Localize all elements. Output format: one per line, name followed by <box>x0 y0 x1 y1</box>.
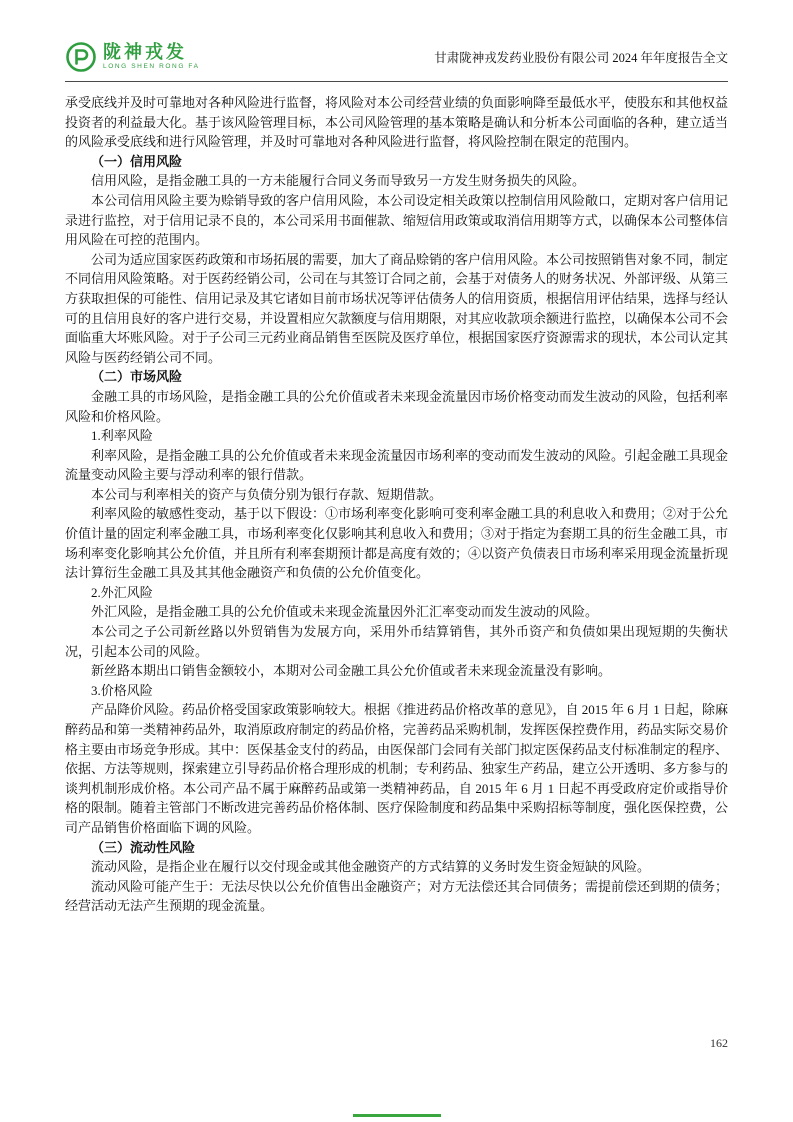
footer-accent-line <box>353 1114 441 1117</box>
paragraph: 金融工具的市场风险，是指金融工具的公允价值或者未来现金流量因市场价格变动而发生波动的风险，包括利率风险和价格风险。 <box>65 388 729 424</box>
section-heading: （三）流动性风险 <box>91 839 196 855</box>
paragraph: 流动风险，是指企业在履行以交付现金或其他金融资产的方式结算的义务时发生资金短缺的风险。 <box>91 859 651 875</box>
section-heading: （一）信用风险 <box>91 153 183 169</box>
sub-heading: 1.利率风险 <box>91 428 153 444</box>
company-logo <box>65 41 200 73</box>
company-brand-name: 陇神戎发 <box>103 41 187 62</box>
page-number: 162 <box>710 1036 728 1050</box>
paragraph: 承受底线并及时可靠地对各种风险进行监督，将风险对本公司经营业绩的负面影响降至最低水平，使股东和其他权益投资者的利益最大化。基于该风险管理目标，本公司风险管理的基本策略是确认和分析本公司面临的各种，建立适当的风险承受底线和进行风险管理，并及时可靠地对各种风险进行监督，将风险控制在限定的范围内。 <box>65 95 729 150</box>
paragraph: 信用风险，是指金融工具的一方未能履行合同义务而导致另一方发生财务损失的风险。 <box>91 173 586 189</box>
paragraph: 本公司与利率相关的资产与负债分别为银行存款、短期借款。 <box>91 486 443 502</box>
paragraph: 利率风险的敏感性变动，基于以下假设：①市场利率变化影响可变利率金融工具的利息收入和费用；②对于公允价值计量的固定利率金融工具，市场利率变化仅影响其利息收入和费用；③对于指定为套期工具的衍生金融工具，市场利率变化影响其公允价值，并且所有利率套期预计都是高度有效的；④以资产负债表日市场利率采用现金流量折现法计算衍生金融工具及其其他金融资产和负债的公允价值变化。 <box>65 506 729 581</box>
paragraph: 外汇风险，是指金融工具的公允价值或未来现金流量因外汇汇率变动而发生波动的风险。 <box>91 604 599 620</box>
paragraph: 新丝路本期出口销售金额较小，本期对公司金融工具公允价值或者未来现金流量没有影响。 <box>91 663 612 679</box>
section-heading: （二）市场风险 <box>91 369 183 385</box>
page-header <box>65 38 728 82</box>
sub-heading: 3.价格风险 <box>91 682 153 698</box>
paragraph: 产品降价风险。药品价格受国家政策影响较大。根据《推进药品价格改革的意见》，自 2015 年 6 月 1 日起，除麻醉药品和第一类精神药品外，取消原政府制定的药品价格，完善药品采购机制，发挥医保控费作用，药品实际交易价格主要由市场竞争形成。其中：医保基金支付的药品，由医保部门会同有关部门拟定医保药品支付标准制定的程序、依据、方法等规则，探索建立引导药品价格合理形成的机制；专利药品、独家生产药品，建立公开透明、多方参与的谈判机制形成价格。本公司产品不属于麻醉药品或第一类精神药品，自 2015 年 6 月 1 日起不再受政府定价或指导价格的限制。随着主管部门不断改进完善药品价格体制、医疗保险制度和药品集中采购招标等制度，强化医保控费，公司产品销售价格面临下调的风险。 <box>65 702 729 835</box>
document-body <box>65 93 728 916</box>
paragraph: 利率风险，是指金融工具的公允价值或者未来现金流量因市场利率的变动而发生波动的风险。引起金融工具现金流量变动风险主要与浮动利率的银行借款。 <box>65 447 729 483</box>
company-logo-icon <box>65 41 97 73</box>
company-brand-latin: LONG SHEN RONG FA <box>103 62 200 70</box>
sub-heading: 2.外汇风险 <box>91 584 153 600</box>
company-logo-text <box>103 43 200 71</box>
report-title: 甘肃陇神戎发药业股份有限公司 2024 年年度报告全文 <box>434 50 728 65</box>
paragraph: 公司为适应国家医药政策和市场拓展的需要，加大了商品赊销的客户信用风险。本公司按照销售对象不同，制定不同信用风险策略。对于医药经销公司，公司在与其签订合同之前，会基于对债务人的财务状况、外部评级、从第三方获取担保的可能性、信用记录及其它诸如目前市场状况等评估债务人的信用资质，根据信用评估结果，选择与经认可的且信用良好的客户进行交易，并设置相应欠款额度与信用期限，对其应收款项余额进行监控，以确保本公司不会面临重大坏账风险。对于子公司三元药业商品销售至医院及医疗单位，根据国家医疗资源需求的现状，本公司认定其风险与医药经销公司不同。 <box>65 251 729 365</box>
paragraph: 本公司之子公司新丝路以外贸销售为发展方向，采用外币结算销售，其外币资产和负债如果出现短期的失衡状况，引起本公司的风险。 <box>65 624 728 659</box>
paragraph: 本公司信用风险主要为赊销导致的客户信用风险，本公司设定相关政策以控制信用风险敞口，定期对客户信用记录进行监控，对于信用记录不良的，本公司采用书面催款、缩短信用政策或取消信用期等方式，以确保本公司整体信用风险在可控的范围内。 <box>65 192 729 248</box>
paragraph: 流动风险可能产生于：无法尽快以公允价值售出金融资产；对方无法偿还其合同债务；需提前偿还到期的债务；经营活动无法产生预期的现金流量。 <box>65 878 729 914</box>
